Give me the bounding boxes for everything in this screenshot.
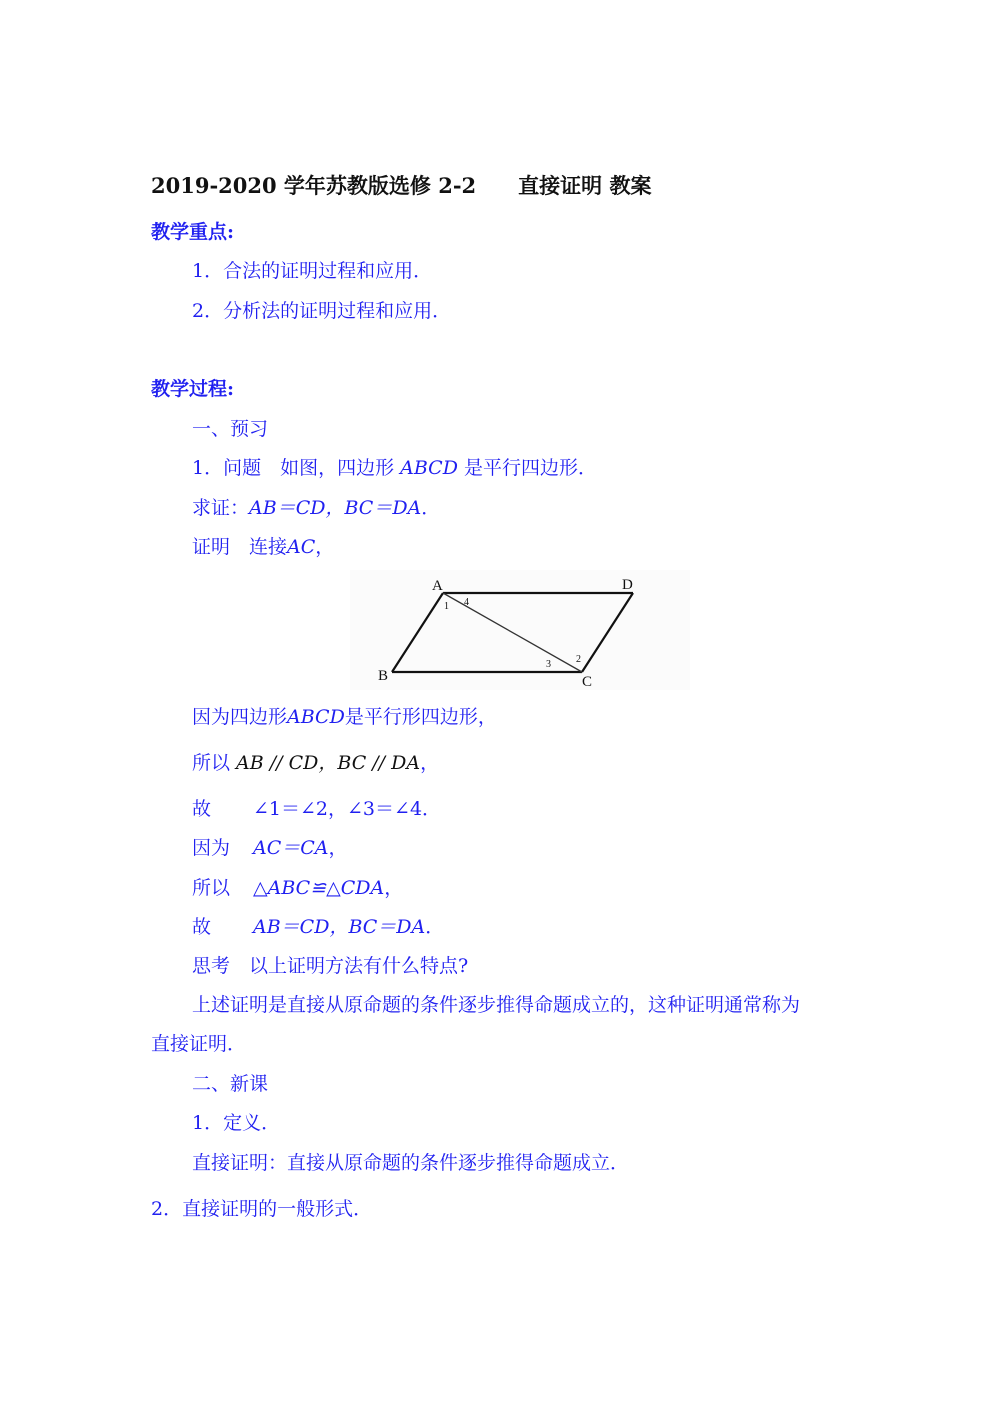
t: 故	[192, 916, 212, 938]
label-d: D	[622, 577, 633, 593]
proof-line	[192, 915, 445, 939]
label-a: A	[432, 578, 443, 594]
t: 因为	[192, 837, 231, 859]
problem-text	[192, 456, 597, 480]
t: AC	[287, 536, 316, 558]
proof-start	[192, 535, 334, 559]
angle-4: 4	[464, 597, 469, 608]
t: 1．问题 如图，四边形	[192, 457, 401, 479]
proof-line	[192, 836, 348, 860]
t: 求证：	[192, 497, 250, 519]
t: AC＝CA	[253, 837, 329, 859]
t: 所以	[192, 752, 237, 774]
section-new: 二、新课	[192, 1073, 269, 1095]
t: 是平行形四边形，	[344, 706, 497, 728]
focus-item: 1．合法的证明过程和应用．	[192, 260, 433, 282]
t: AB＝CD，BC＝DA	[253, 916, 426, 938]
t: AB // CD，BC // DA	[236, 752, 421, 774]
heading-focus: 教学重点:	[151, 221, 235, 243]
proof-line	[192, 876, 404, 900]
general-form-heading: 2．直接证明的一般形式．	[151, 1198, 373, 1220]
t: ，	[315, 536, 335, 558]
label-b: B	[378, 668, 389, 684]
t: ，	[328, 837, 348, 859]
label-c: C	[582, 674, 593, 690]
proof-line	[192, 705, 497, 729]
t: ABCD	[287, 706, 345, 728]
angle-2: 2	[576, 654, 581, 665]
prove-statement	[192, 496, 440, 520]
t: ，	[384, 877, 404, 899]
t: ．	[425, 916, 445, 938]
heading-process: 教学过程:	[151, 378, 235, 400]
focus-item: 2．分析法的证明过程和应用．	[192, 300, 452, 322]
t: ．	[421, 497, 441, 519]
t: 故	[192, 798, 212, 820]
think-question: 思考 以上证明方法有什么特点?	[192, 955, 469, 977]
proof-line	[192, 797, 442, 821]
t: 证明 连接	[192, 536, 288, 558]
page-title: 2019-2020 学年苏教版选修 2-2 直接证明 教案	[151, 173, 652, 198]
proof-line	[192, 751, 439, 775]
parallelogram-figure	[350, 570, 690, 690]
t: ABCD	[400, 457, 458, 479]
t: 因为四边形	[192, 706, 288, 728]
t: AB＝CD，BC＝DA	[249, 497, 422, 519]
angle-3: 3	[546, 659, 551, 670]
t: 所以	[192, 877, 231, 899]
definition-text: 直接证明：直接从原命题的条件逐步推得命题成立．	[192, 1152, 630, 1174]
t: 是平行四边形．	[457, 457, 597, 479]
t: ，	[420, 752, 440, 774]
conclusion-cont: 直接证明．	[151, 1033, 247, 1055]
angle-1: 1	[444, 601, 449, 612]
section-preview: 一、预习	[192, 418, 269, 440]
conclusion: 上述证明是直接从原命题的条件逐步推得命题成立的，这种证明通常称为	[192, 994, 801, 1016]
definition-heading: 1．定义．	[192, 1112, 281, 1134]
t: △ABC≌△CDA	[253, 877, 385, 899]
t: ∠1＝∠2，∠3＝∠4．	[253, 798, 442, 820]
